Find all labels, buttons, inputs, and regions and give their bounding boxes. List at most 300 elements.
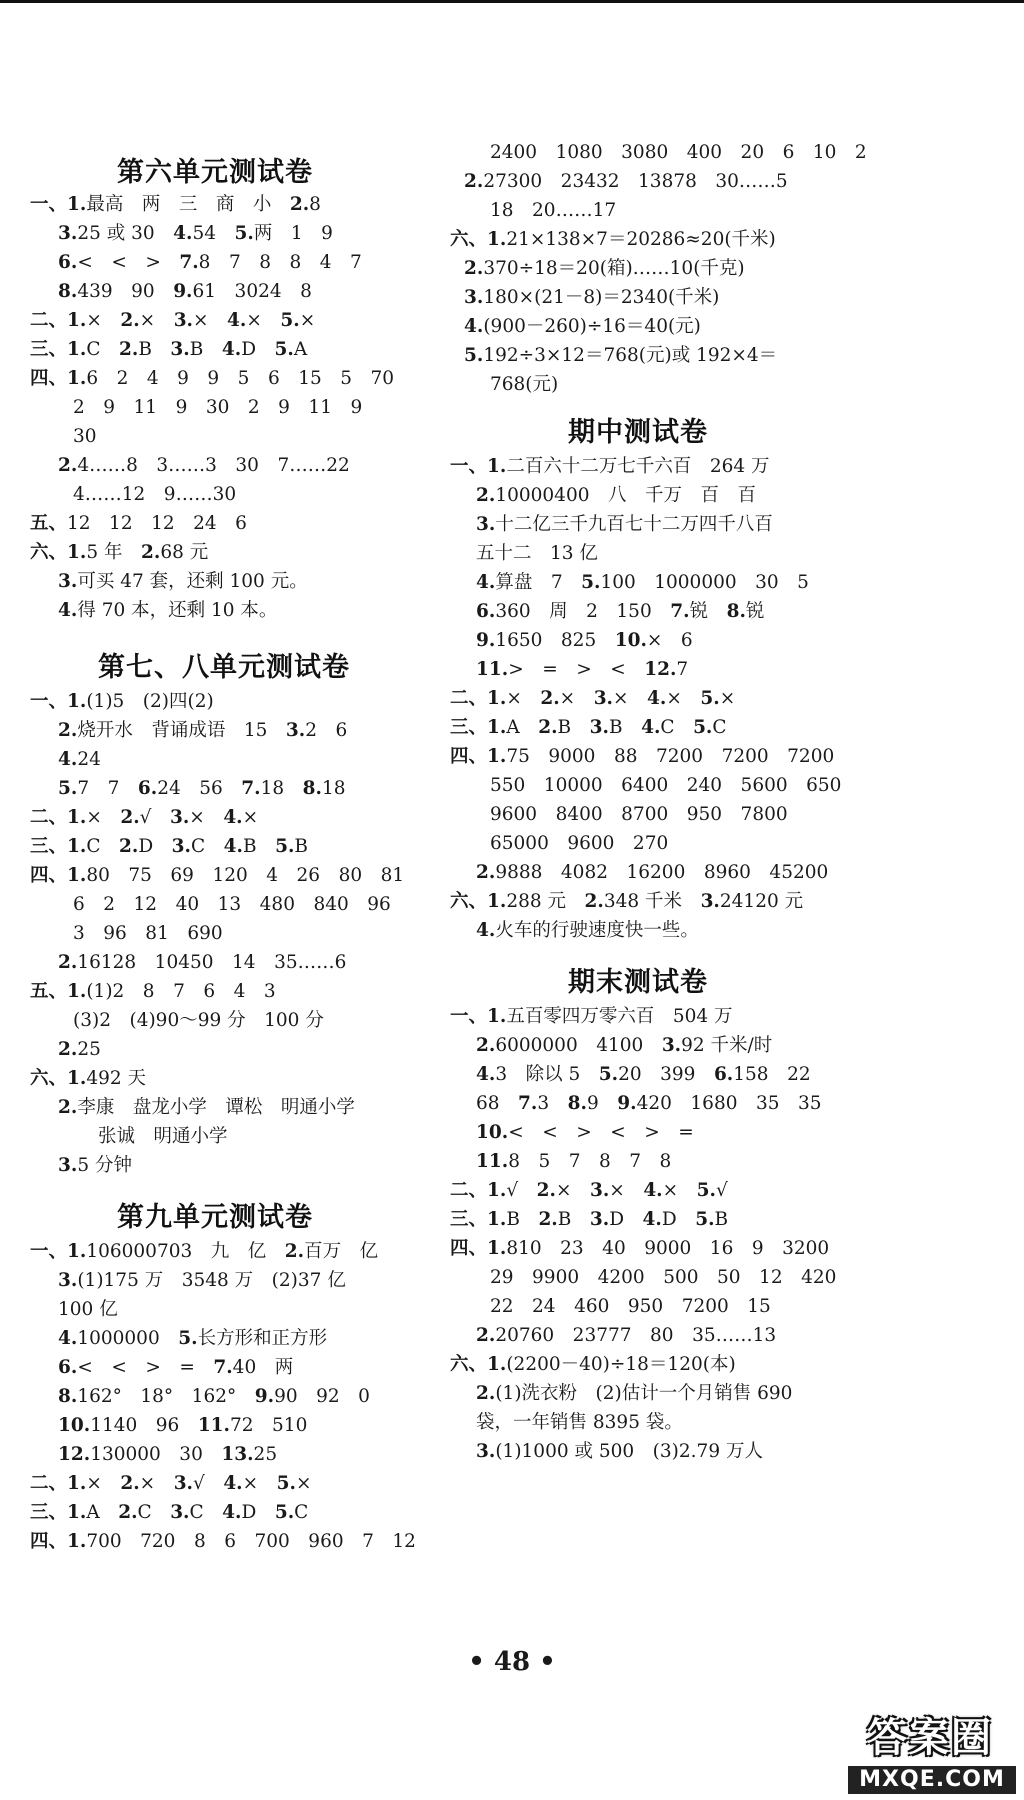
answer-line [73, 922, 223, 946]
answer-line [464, 257, 745, 281]
answer-text: 72 510 [230, 1415, 308, 1436]
answer-line [30, 835, 308, 859]
answer-line [58, 719, 347, 743]
answer-line [73, 1009, 324, 1033]
question-number: 2. [289, 194, 310, 215]
answer-text: 7 7 [77, 778, 138, 799]
answer-line [58, 777, 346, 801]
answer-text: 18 [260, 778, 303, 799]
answer-text: 24 56 [157, 778, 242, 799]
answer-text: 100 亿 [58, 1299, 118, 1320]
answer-text: (1)2 8 7 6 4 3 [86, 981, 276, 1002]
answer-line [30, 309, 315, 333]
answer-line [58, 748, 101, 772]
answer-line [450, 455, 770, 479]
answer-text: 30 [73, 426, 97, 447]
answer-text: 长方形和正方形 [197, 1328, 328, 1349]
question-number: 3. [169, 807, 190, 828]
question-number: 5. [693, 717, 713, 738]
question-number: 五、 [30, 513, 68, 534]
question-number: 三、1. [450, 1209, 507, 1230]
answer-line [450, 1005, 733, 1029]
question-number: 3. [593, 688, 614, 709]
answer-line [58, 222, 333, 246]
answer-line [450, 1353, 736, 1377]
answer-text: 可买 47 套，还剩 100 元。 [77, 571, 308, 592]
answer-line [476, 484, 756, 508]
answer-text: 3 除以 5 [495, 1064, 599, 1085]
answer-text: < < > [77, 252, 180, 273]
answer-line [73, 893, 391, 917]
question-number: 5. [280, 310, 300, 331]
answer-text: √ [139, 807, 170, 828]
answer-text: 768(元) [490, 374, 559, 395]
question-number: 12. [58, 1444, 91, 1465]
answer-text: × [559, 688, 594, 709]
site-watermark-logo [842, 1712, 1018, 1796]
answer-text: 李康 盘龙小学 谭松 明通小学 [77, 1097, 355, 1118]
answer-text: 4……12 9……30 [73, 484, 237, 505]
question-number: 4. [642, 1209, 662, 1230]
question-number: 10. [58, 1415, 91, 1436]
question-number: 二、1. [30, 807, 87, 828]
question-number: 三、1. [30, 836, 87, 857]
answer-text: 68 [476, 1093, 519, 1114]
question-number: 5. [274, 1502, 295, 1523]
answer-line [30, 1067, 146, 1091]
answer-line [58, 1269, 346, 1293]
answer-text: × [242, 1473, 277, 1494]
question-number: 3. [589, 1209, 610, 1230]
question-number: 2. [538, 1209, 558, 1230]
answer-line [30, 338, 307, 362]
question-number: 4. [476, 1064, 496, 1085]
question-number: 11. [476, 1151, 509, 1172]
answer-line [58, 1327, 327, 1351]
answer-line [490, 1295, 771, 1319]
answer-line [476, 919, 699, 943]
answer-text: C [137, 1502, 171, 1523]
answer-line [490, 774, 841, 798]
answer-text: B [242, 836, 276, 857]
answer-text: × [139, 310, 174, 331]
question-number: 6. [476, 601, 496, 622]
answer-text: D [138, 836, 172, 857]
answer-line [476, 629, 693, 653]
question-number: 4. [223, 807, 243, 828]
question-number: 三、1. [30, 339, 87, 360]
answer-text: (1)1000 或 500 (3)2.79 万人 [495, 1441, 763, 1462]
question-number: 5. [234, 223, 254, 244]
question-number: 6. [58, 252, 78, 273]
answer-text: 92 千米/时 [681, 1035, 773, 1056]
answer-line [30, 367, 394, 391]
answer-line [450, 745, 834, 769]
answer-text: √ [193, 1473, 224, 1494]
question-number: 9. [617, 1093, 637, 1114]
answer-text: 二百六十二万七千六百 264 万 [506, 456, 770, 477]
answer-text: × [299, 310, 316, 331]
answer-text: 68 元 [160, 542, 209, 563]
answer-text: B [714, 1209, 729, 1230]
answer-text: × [613, 688, 648, 709]
answer-line [476, 1121, 694, 1145]
answer-text: B [608, 717, 642, 738]
question-number: 2. [58, 720, 78, 741]
answer-line [30, 980, 276, 1004]
answer-text: (900－260)÷16＝40(元) [483, 316, 701, 337]
answer-line [30, 690, 214, 714]
question-number: 5. [695, 1209, 715, 1230]
answer-text: (1)175 万 3548 万 (2)37 亿 [77, 1270, 346, 1291]
answer-text: D [241, 339, 275, 360]
answer-text: × [719, 688, 736, 709]
answer-text: 20 399 [618, 1064, 714, 1085]
answer-text: 27300 23432 13878 30……5 [483, 171, 788, 192]
question-number: 7. [670, 601, 690, 622]
question-number: 二、1. [450, 688, 507, 709]
answer-text: 18 [322, 778, 346, 799]
question-number: 11. [476, 659, 509, 680]
answer-line [476, 1324, 776, 1348]
question-number: 3. [589, 717, 609, 738]
answer-text: 54 [192, 223, 235, 244]
question-number: 3. [700, 891, 720, 912]
answer-line [476, 1063, 811, 1087]
question-number: 三、1. [30, 1502, 87, 1523]
answer-text: 16128 10450 14 35……6 [77, 952, 347, 973]
answer-text: 9600 8400 8700 950 7800 [490, 804, 788, 825]
question-number: 2. [540, 688, 560, 709]
question-number: 10. [476, 1122, 509, 1143]
answer-text: √ [506, 1180, 537, 1201]
question-number: 9. [254, 1386, 275, 1407]
question-number: 二、1. [30, 310, 87, 331]
answer-text: 9888 4082 16200 8960 45200 [495, 862, 829, 883]
answer-line [58, 1443, 277, 1467]
answer-text: 6 2 4 9 9 5 6 15 5 70 [86, 368, 395, 389]
answer-text: × [555, 1180, 590, 1201]
question-number: 六、1. [30, 542, 87, 563]
answer-line [464, 315, 701, 339]
question-number: 7. [518, 1093, 538, 1114]
question-number: 六、1. [30, 1068, 87, 1089]
question-number: 一、1. [30, 691, 87, 712]
answer-text: 80 75 69 120 4 26 80 81 [86, 865, 405, 886]
answer-text: 9 [586, 1093, 618, 1114]
page-number: • 48 • [468, 1647, 556, 1677]
question-number: 2. [58, 1097, 78, 1118]
question-number: 4. [647, 688, 667, 709]
answer-text: × [193, 310, 228, 331]
question-number: 2. [476, 1035, 496, 1056]
answer-line [476, 1034, 772, 1058]
answer-text: × [86, 310, 121, 331]
answer-line [464, 286, 719, 310]
question-number: 4. [58, 600, 78, 621]
answer-line [476, 1382, 792, 1406]
answer-line [450, 687, 735, 711]
question-number: 5. [178, 1328, 198, 1349]
question-number: 5. [700, 688, 720, 709]
question-number: 二、1. [30, 1473, 87, 1494]
answer-text: B [294, 836, 309, 857]
question-number: 5. [598, 1064, 619, 1085]
answer-text: 192÷3×12＝768(元)或 192×4＝ [483, 345, 778, 366]
answer-line [58, 1385, 370, 1409]
question-number: 7. [241, 778, 261, 799]
answer-text: 420 1680 35 35 [636, 1093, 822, 1114]
answer-line [30, 1501, 308, 1525]
answer-text: 烧开水 背诵成语 15 [77, 720, 286, 741]
answer-text: 21×138×7＝20286≈20(千米) [506, 229, 776, 250]
question-number: 四、1. [30, 368, 87, 389]
question-number: 4. [58, 749, 78, 770]
answer-text: 4……8 3……3 30 7……22 [77, 455, 350, 476]
question-number: 2. [584, 891, 604, 912]
question-number: 六、1. [450, 229, 507, 250]
question-number: 8. [567, 1093, 587, 1114]
answer-line [450, 228, 776, 252]
answer-text: × 6 [646, 630, 693, 651]
answer-line [58, 251, 362, 275]
question-number: 4. [476, 572, 496, 593]
question-number: 3. [661, 1035, 682, 1056]
answer-text: 12 12 12 24 6 [67, 513, 247, 534]
answer-text: A [293, 339, 308, 360]
section-title-midterm: 期中测试卷 [568, 417, 708, 448]
answer-text: 算盘 7 [495, 572, 582, 593]
answer-text: × [609, 1180, 644, 1201]
question-number: 11. [197, 1415, 230, 1436]
question-number: 4. [476, 920, 496, 941]
question-number: 2. [476, 862, 496, 883]
answer-text: < < > < > = [508, 1122, 694, 1143]
question-number: 4. [464, 316, 484, 337]
answer-text: × [666, 688, 701, 709]
answer-text: × [662, 1180, 697, 1201]
question-number: 7. [179, 252, 199, 273]
answer-text: 3 [537, 1093, 568, 1114]
question-number: 2. [464, 258, 484, 279]
answer-text: 2 9 11 9 30 2 9 11 9 [73, 397, 363, 418]
question-number: 三、1. [450, 717, 507, 738]
answer-text: B [506, 1209, 539, 1230]
answer-line [450, 890, 803, 914]
question-number: 3. [173, 310, 194, 331]
question-number: 3. [285, 720, 306, 741]
question-number: 2. [120, 310, 140, 331]
answer-text: D [661, 1209, 696, 1230]
answer-text: 5 年 [86, 542, 141, 563]
answer-text: B [138, 339, 171, 360]
question-number: 四、1. [450, 1238, 507, 1259]
section-title-unit78: 第七、八单元测试卷 [98, 652, 350, 683]
question-number: 3. [58, 571, 78, 592]
question-number: 3. [58, 1270, 78, 1291]
answer-text: D [609, 1209, 643, 1230]
answer-line [58, 1356, 293, 1380]
answer-line [490, 832, 668, 856]
answer-text: × [506, 688, 541, 709]
question-number: 2. [464, 171, 484, 192]
answer-text: 439 90 [77, 281, 174, 302]
answer-text: 360 周 2 150 [495, 601, 671, 622]
question-number: 3. [170, 339, 190, 360]
question-number: 4. [223, 1473, 243, 1494]
answer-line [58, 1414, 307, 1438]
answer-text: 24120 元 [719, 891, 804, 912]
answer-line [58, 1154, 132, 1178]
answer-line [476, 513, 773, 537]
answer-line [476, 861, 828, 885]
answer-line [73, 483, 236, 507]
answer-text: × [139, 1473, 174, 1494]
question-number: 5. [581, 572, 601, 593]
question-number: 3. [173, 1473, 194, 1494]
question-number: 3. [58, 223, 78, 244]
answer-text: 5 分钟 [77, 1155, 132, 1176]
answer-line [58, 570, 308, 594]
answer-text: 6 2 12 40 13 480 840 96 [73, 894, 391, 915]
question-number: 8. [58, 1386, 78, 1407]
question-number: 2. [120, 807, 140, 828]
answer-text: 火车的行驶速度快一些。 [495, 920, 699, 941]
answer-line [490, 373, 558, 397]
answer-line [30, 541, 208, 565]
question-number: 3. [170, 1502, 190, 1523]
question-number: 9. [476, 630, 496, 651]
question-number: 2. [120, 1473, 140, 1494]
watermark-logo-text: 答案圈 [867, 1715, 993, 1761]
question-number: 一、1. [30, 1241, 87, 1262]
answer-line [490, 1266, 836, 1290]
question-number: 2. [476, 1383, 496, 1404]
question-number: 4. [58, 1328, 78, 1349]
answer-text: 25 [253, 1444, 278, 1465]
answer-line [490, 141, 867, 165]
answer-text: 五百零四万零六百 504 万 [506, 1006, 733, 1027]
question-number: 12. [644, 659, 677, 680]
answer-text: 锐 [745, 601, 765, 622]
answer-text: 61 3024 8 [192, 281, 312, 302]
answer-text: 2 6 [305, 720, 348, 741]
question-number: 4. [641, 717, 661, 738]
answer-text: 65000 9600 270 [490, 833, 669, 854]
answer-text: 180×(21－8)＝2340(千米) [483, 287, 720, 308]
answer-line [476, 658, 688, 682]
answer-text: 十二亿三千九百七十二万四千八百 [495, 514, 773, 535]
question-number: 13. [221, 1444, 254, 1465]
answer-text: × [86, 1473, 121, 1494]
question-number: 一、1. [450, 1006, 507, 1027]
answer-line [476, 600, 764, 624]
answer-text: 106000703 九 亿 [86, 1241, 285, 1262]
question-number: 2. [118, 1502, 138, 1523]
answer-text: 24 [77, 749, 101, 770]
answer-line [450, 1208, 728, 1232]
question-number: 2. [140, 542, 161, 563]
answer-text: 75 9000 88 7200 7200 7200 [506, 746, 835, 767]
answer-text: C [294, 1502, 309, 1523]
watermark-site-url: MXQE.COM [848, 1766, 1016, 1794]
answer-line [490, 199, 616, 223]
question-number: 2. [58, 1039, 78, 1060]
answer-text: 两 1 9 [253, 223, 333, 244]
question-number: 5. [275, 836, 295, 857]
top-border-line [0, 0, 1024, 3]
question-number: 7. [213, 1357, 233, 1378]
answer-line [30, 806, 258, 830]
answer-text: 22 24 460 950 7200 15 [490, 1296, 771, 1317]
answer-text: C [86, 339, 119, 360]
answer-line [30, 1530, 416, 1554]
question-number: 2. [58, 455, 78, 476]
answer-line [58, 1298, 118, 1322]
question-number: 3. [476, 514, 496, 535]
answer-text: 370÷18＝20(箱)……10(千克) [483, 258, 745, 279]
answer-text: 20760 23777 80 35……13 [495, 1325, 777, 1346]
answer-text: × [189, 807, 224, 828]
answer-text: C [86, 836, 119, 857]
question-number: 9. [173, 281, 193, 302]
section-title-unit9: 第九单元测试卷 [117, 1202, 313, 1233]
question-number: 3. [58, 1155, 78, 1176]
question-number: 4. [173, 223, 193, 244]
answer-text: 158 22 [733, 1064, 811, 1085]
answer-text: 162° 18° 162° [77, 1386, 255, 1407]
question-number: 2. [118, 339, 139, 360]
answer-text: 29 9900 4200 500 50 12 420 [490, 1267, 837, 1288]
answer-line [58, 454, 350, 478]
answer-text: (1)5 (2)四(2) [86, 691, 214, 712]
answer-text: 1140 96 [90, 1415, 198, 1436]
answer-line [30, 1240, 378, 1264]
question-number: 4. [223, 836, 243, 857]
question-number: 3. [589, 1180, 610, 1201]
question-number: 五、1. [30, 981, 87, 1002]
answer-line [58, 599, 277, 623]
question-number: 5. [696, 1180, 716, 1201]
answer-line [450, 716, 727, 740]
question-number: 10. [614, 630, 647, 651]
answer-text: B [189, 339, 222, 360]
answer-line [98, 1125, 228, 1149]
answer-line [73, 396, 362, 420]
answer-text: 8 5 7 8 7 8 [508, 1151, 672, 1172]
answer-line [450, 1237, 829, 1261]
question-number: 4. [643, 1180, 663, 1201]
answer-text: 7 [676, 659, 689, 680]
answer-text: A [506, 717, 539, 738]
answer-text: 3 96 81 690 [73, 923, 223, 944]
question-number: 6. [58, 1357, 78, 1378]
answer-text: 6000000 4100 [495, 1035, 662, 1056]
answer-text: 1000000 [77, 1328, 179, 1349]
question-number: 六、1. [450, 1354, 507, 1375]
question-number: 四、1. [30, 865, 87, 886]
question-number: 5. [58, 778, 78, 799]
question-number: 2. [284, 1241, 305, 1262]
answer-line [476, 1440, 763, 1464]
question-number: 5. [274, 339, 294, 360]
answer-text: 492 天 [86, 1068, 147, 1089]
question-number: 4. [227, 310, 247, 331]
answer-line [30, 864, 404, 888]
answer-text: 锐 [689, 601, 727, 622]
answer-text: C [190, 836, 224, 857]
question-number: 4. [221, 339, 242, 360]
